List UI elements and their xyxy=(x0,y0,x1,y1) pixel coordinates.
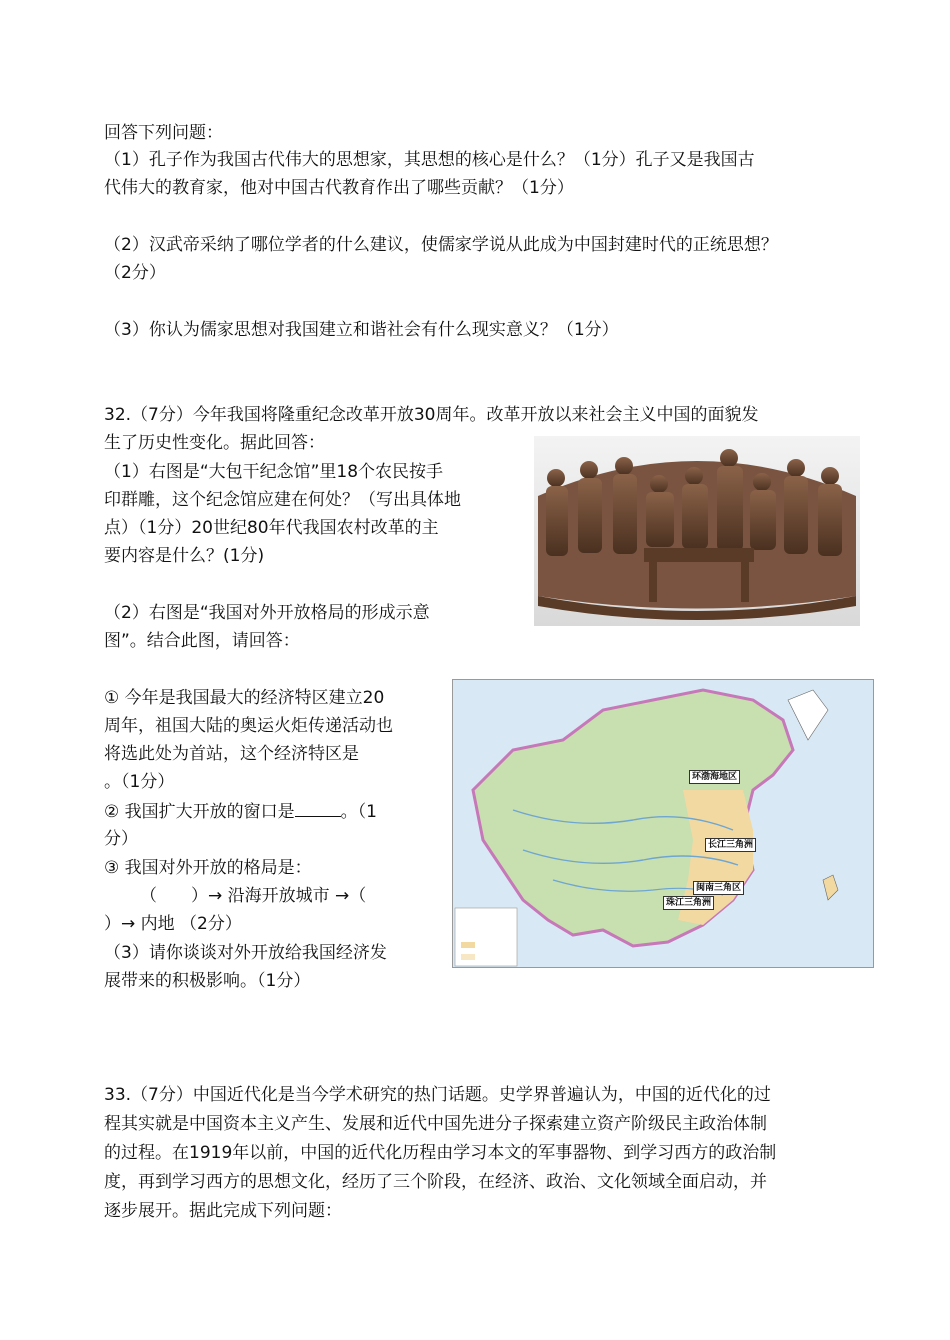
q33-line3: 的过程。在1919年以前，中国的近代化历程由学习本文的军事器物、到学习西方的政治制 xyxy=(104,1143,777,1163)
q31-part1-line1: （1）孔子作为我国古代伟大的思想家，其思想的核心是什么？（1分）孔子又是我国古 xyxy=(104,150,755,170)
map-label-yangtze: 长江三角洲 xyxy=(705,838,756,852)
q31-part2-line2: （2分） xyxy=(104,263,166,283)
map-label-pearl: 珠江三角洲 xyxy=(663,896,714,910)
answer-blank[interactable] xyxy=(295,799,341,817)
q31-part3: （3）你认为儒家思想对我国建立和谐社会有什么现实意义？（1分） xyxy=(104,320,619,340)
china-opening-map xyxy=(452,679,874,968)
q32-part1-line3: 点）（1分）20世纪80年代我国农村改革的主 xyxy=(104,518,439,538)
q32-part2-line1: （2）右图是“我国对外开放格局的形成示意 xyxy=(104,603,430,623)
q31-part2-line1: （2）汉武帝采纳了哪位学者的什么建议，使儒家学说从此成为中国封建时代的正统思想？ xyxy=(104,235,778,255)
q32-sub1-line3: 将选此处为首站，这个经济特区是 xyxy=(104,744,359,764)
q32-part3-line2: 展带来的积极影响。（1分） xyxy=(104,971,311,991)
q32-sub1-line2: 周年，祖国大陆的奥运火炬传递活动也 xyxy=(104,716,393,736)
map-label-minnan: 闽南三角区 xyxy=(693,881,744,895)
q32-sub3-line3: ）→ 内地 （2分） xyxy=(104,914,242,934)
q33-line4: 度，再到学习西方的思想文化，经历了三个阶段，在经济、政治、文化领域全面启动，并 xyxy=(104,1172,767,1192)
q32-sub2-line2: 分） xyxy=(104,829,138,849)
q32-heading-line1: 32.（7分）今年我国将隆重纪念改革开放30周年。改革开放以来社会主义中国的面貌发 xyxy=(104,405,759,425)
q32-sub3-line2: （ ）→ 沿海开放城市 →（ xyxy=(140,886,367,906)
q32-sub1-line4: 。（1分） xyxy=(104,772,175,792)
map-label-bohai: 环渤海地区 xyxy=(689,770,740,784)
q33-line2: 程其实就是中国资本主义产生、发展和近代中国先进分子探索建立资产阶级民主政治体制 xyxy=(104,1114,767,1134)
q32-part2-line2: 图”。结合此图，请回答： xyxy=(104,631,300,651)
sculpture-photo xyxy=(534,436,860,626)
intro-line: 回答下列问题： xyxy=(104,123,223,143)
q32-sub1-line1: ① 今年是我国最大的经济特区建立20 xyxy=(104,688,385,708)
q32-part1-line1: （1）右图是“大包干纪念馆”里18个农民按手 xyxy=(104,462,444,482)
q32-part1-line4: 要内容是什么？(1分) xyxy=(104,546,265,566)
q32-sub2-pre: ② 我国扩大开放的窗口是 xyxy=(104,802,295,822)
q32-part3-line1: （3）请你谈谈对外开放给我国经济发 xyxy=(104,943,387,963)
q32-heading-line2: 生了历史性变化。据此回答： xyxy=(104,433,325,453)
q32-part1-line2: 印群雕，这个纪念馆应建在何处？（写出具体地 xyxy=(104,490,461,510)
q32-sub3-line1: ③ 我国对外开放的格局是： xyxy=(104,858,312,878)
q31-part1-line2: 代伟大的教育家，他对中国古代教育作出了哪些贡献？（1分） xyxy=(104,178,574,198)
q33-line5: 逐步展开。据此完成下列问题： xyxy=(104,1201,342,1221)
q32-sub2-post: 。（1 xyxy=(340,802,377,822)
q33-line1: 33.（7分）中国近代化是当今学术研究的热门话题。史学界普遍认为，中国的近代化的过 xyxy=(104,1085,771,1105)
